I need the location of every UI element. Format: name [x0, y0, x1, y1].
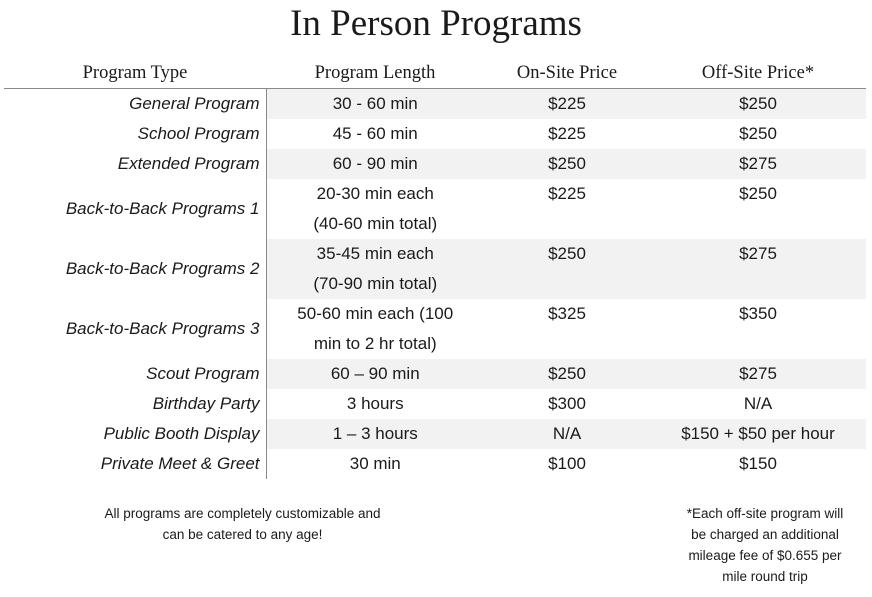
- note-line: *Each off-site program will: [686, 506, 844, 521]
- onsite-price-cell: $225: [548, 124, 586, 143]
- programs-table: [4, 58, 866, 479]
- program-length-line: (40-60 min total): [313, 214, 438, 233]
- program-type-cell: Scout Program: [4, 359, 266, 389]
- onsite-price-cell: N/A: [484, 419, 650, 449]
- program-type-cell: Birthday Party: [4, 389, 266, 419]
- table-row: [4, 119, 866, 149]
- onsite-price-cell: $325: [548, 304, 586, 323]
- onsite-price-cell: $225: [484, 89, 650, 120]
- program-length-cell: [266, 179, 484, 239]
- program-length-line: min to 2 hr total): [313, 334, 437, 353]
- note-line: can be catered to any age!: [162, 527, 323, 542]
- program-type-cell: Back-to-Back Programs 2: [4, 239, 266, 299]
- note-line: mile round trip: [722, 569, 808, 584]
- onsite-price-cell: $250: [484, 239, 650, 299]
- offsite-price-cell: $275: [650, 149, 866, 179]
- program-length-cell: 45 - 60 min: [332, 124, 418, 143]
- header-program-type: Program Type: [4, 58, 266, 89]
- offsite-price-cell: N/A: [743, 394, 773, 413]
- program-length-cell: 1 – 3 hours: [266, 419, 484, 449]
- program-type-cell: Private Meet & Greet: [4, 449, 266, 479]
- offsite-price-cell: $350: [739, 304, 777, 323]
- table-row: [4, 419, 866, 449]
- program-length-cell: 3 hours: [346, 394, 404, 413]
- program-type-cell: School Program: [4, 119, 266, 149]
- program-length-cell: [266, 239, 484, 299]
- offsite-price-cell: $275: [650, 239, 866, 299]
- onsite-price-cell: $300: [548, 394, 586, 413]
- offsite-price-cell: $275: [650, 359, 866, 389]
- program-length-cell: 60 – 90 min: [266, 359, 484, 389]
- offsite-price-cell: $150: [739, 454, 777, 473]
- table-row: [4, 449, 866, 479]
- program-length-line: 20-30 min each: [316, 184, 434, 203]
- program-type-cell: Back-to-Back Programs 1: [4, 179, 266, 239]
- program-length-cell: 30 min: [349, 454, 401, 473]
- program-type-cell: Extended Program: [4, 149, 266, 179]
- program-type-cell: General Program: [4, 89, 266, 120]
- table-row: [4, 239, 866, 299]
- table-row: [4, 89, 866, 120]
- program-length-line: (70-90 min total): [313, 274, 438, 293]
- table-row: [4, 389, 866, 419]
- program-type-cell: Public Booth Display: [4, 419, 266, 449]
- table-header-row: [4, 58, 866, 89]
- offsite-price-cell: $250: [650, 89, 866, 120]
- program-type-cell: Back-to-Back Programs 3: [4, 299, 266, 359]
- table-row: [4, 299, 866, 359]
- page-title: In Person Programs: [290, 3, 582, 44]
- mileage-fee-note: [660, 503, 870, 587]
- table-row: [4, 179, 866, 239]
- note-line: be charged an additional: [691, 527, 839, 542]
- offsite-price-cell: $250: [739, 184, 777, 203]
- program-length-line: 50-60 min each (100: [297, 304, 454, 323]
- program-length-line: 35-45 min each: [316, 244, 434, 263]
- program-length-cell: 60 - 90 min: [266, 149, 484, 179]
- onsite-price-cell: $225: [548, 184, 586, 203]
- offsite-price-cell: $150 + $50 per hour: [650, 419, 866, 449]
- note-line: All programs are completely customizable and: [104, 506, 381, 521]
- customization-note: [70, 503, 415, 545]
- header-program-length: Program Length: [266, 58, 484, 89]
- program-length-cell: 30 - 60 min: [266, 89, 484, 120]
- note-line: mileage fee of $0.655 per: [688, 548, 842, 563]
- offsite-price-cell: $250: [739, 124, 777, 143]
- onsite-price-cell: $250: [484, 149, 650, 179]
- table-row: [4, 149, 866, 179]
- onsite-price-cell: $100: [548, 454, 586, 473]
- onsite-price-cell: $250: [484, 359, 650, 389]
- table-row: [4, 359, 866, 389]
- header-offsite-price: Off-Site Price*: [650, 58, 866, 89]
- header-onsite-price: On-Site Price: [484, 58, 650, 89]
- program-length-cell: [266, 299, 484, 359]
